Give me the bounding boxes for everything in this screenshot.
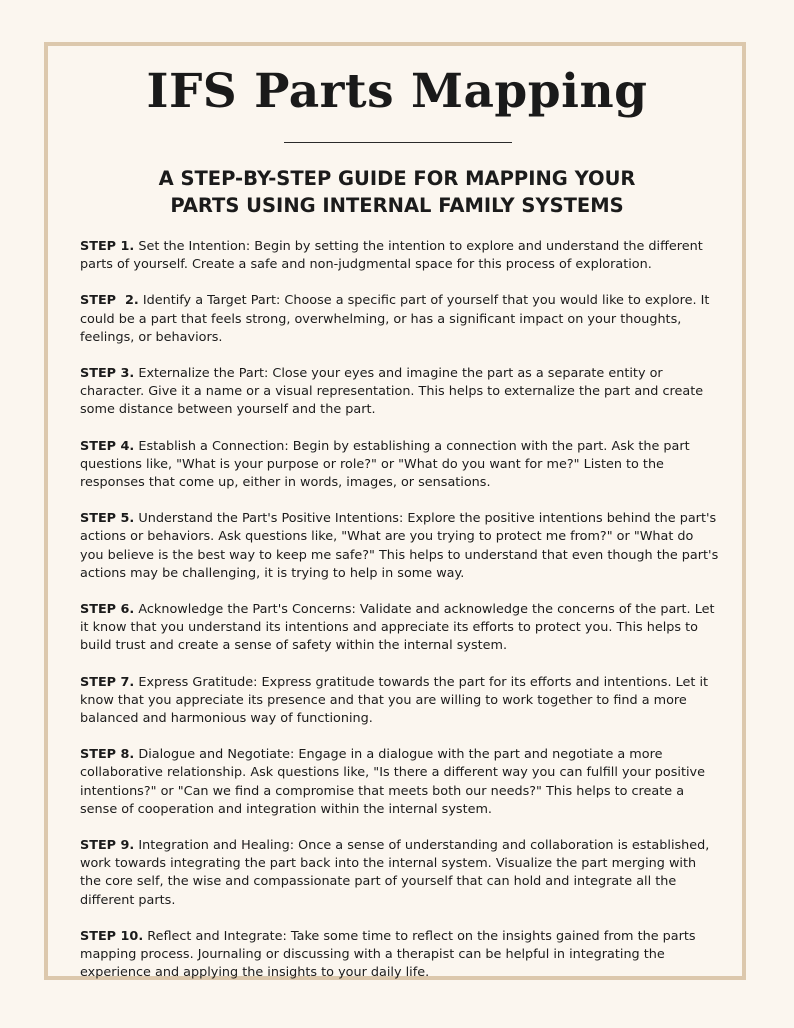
step-text: Set the Intention: Begin by setting the intention to explore and understand the different parts of yourself. Create a safe and non-judgmental space for this process of exploration. xyxy=(80,239,703,273)
step-text: Establish a Connection: Begin by establishing a connection with the part. Ask the part questions like, "What is your purpose or role?" or "What do you want for me?" Listen to the responses that come up, either in words, images, or sensations. xyxy=(80,438,690,491)
step-text: Express Gratitude: Express gratitude towards the part for its efforts and intentions. Let it know that you appreciate its presence and that you are willing to work together to find a more balanced and harmonious way of functioning. xyxy=(80,674,709,727)
step-label: STEP 1. xyxy=(80,239,135,254)
step-text: Dialogue and Negotiate: Engage in a dialogue with the part and negotiate a more collaborative relationship. Ask questions like, "Is there a different way you can fulfill your positive intentions?" or "Can we find a compromise that meets both our needs?" This helps to create a sense of cooperation and integration within the internal system. xyxy=(80,747,705,817)
step-10 xyxy=(80,928,720,983)
step-label: STEP 3. xyxy=(80,366,135,382)
step-text: Integration and Healing: Once a sense of understanding and collaboration is established, work towards integrating the part back into the internal system. Visualize the part merging with the core self, the wise and compassionate part of yourself that can hold and integrate all the different parts. xyxy=(80,838,710,908)
step-text: Understand the Part's Positive Intentions: Explore the positive intentions behind the part's actions or behaviors. Ask questions like, "What are you trying to protect me from?" or "What do you believe is the best way to keep me safe?" This helps to understand that even though the part's actions may be challenging, it is trying to help in some way. xyxy=(80,511,719,581)
step-4 xyxy=(80,438,720,493)
step-5 xyxy=(80,510,720,583)
step-label: STEP 10. xyxy=(80,928,144,944)
page-subtitle xyxy=(0,165,794,219)
step-label: STEP 8. xyxy=(80,747,135,763)
step-label: STEP 9. xyxy=(80,838,135,854)
step-text: Acknowledge the Part's Concerns: Validate and acknowledge the concerns of the part. Let it know that you understand its intentions and appreciate its efforts to protect you. This helps to build trust and create a sense of safety within the internal system. xyxy=(80,602,715,654)
page-title: IFS Parts Mapping xyxy=(146,64,648,119)
step-3 xyxy=(80,365,720,420)
subtitle-line-1: A STEP-BY-STEP GUIDE FOR MAPPING YOUR xyxy=(158,167,636,190)
step-text: Reflect and Integrate: Take some time to reflect on the insights gained from the parts mapping process. Journaling or discussing with a therapist can be helpful in integrating the experience and applying the insights to your daily life. xyxy=(80,928,696,981)
step-8 xyxy=(80,746,720,819)
step-label: STEP 5. xyxy=(80,511,135,527)
step-text: Identify a Target Part: Choose a specific part of yourself that you would like to explore. It could be a part that feels strong, overwhelming, or has a significant impact on your thoughts, feelings, or behaviors. xyxy=(80,293,710,345)
steps-list xyxy=(80,238,720,1001)
step-label: STEP 4. xyxy=(80,438,135,454)
step-label: STEP 6. xyxy=(80,602,135,618)
step-label: STEP 2. xyxy=(80,293,139,309)
step-1 xyxy=(80,238,720,274)
step-6 xyxy=(80,601,720,656)
subtitle-line-2: PARTS USING INTERNAL FAMILY SYSTEMS xyxy=(170,194,624,217)
step-2 xyxy=(80,292,720,347)
step-label: STEP 7. xyxy=(80,674,135,690)
title-divider xyxy=(284,142,512,143)
step-9 xyxy=(80,837,720,910)
step-text: Externalize the Part: Close your eyes and imagine the part as a separate entity or character. Give it a name or a visual representation. This helps to externalize the part and create some distance between yourself and the part. xyxy=(80,366,704,418)
step-7 xyxy=(80,674,720,729)
